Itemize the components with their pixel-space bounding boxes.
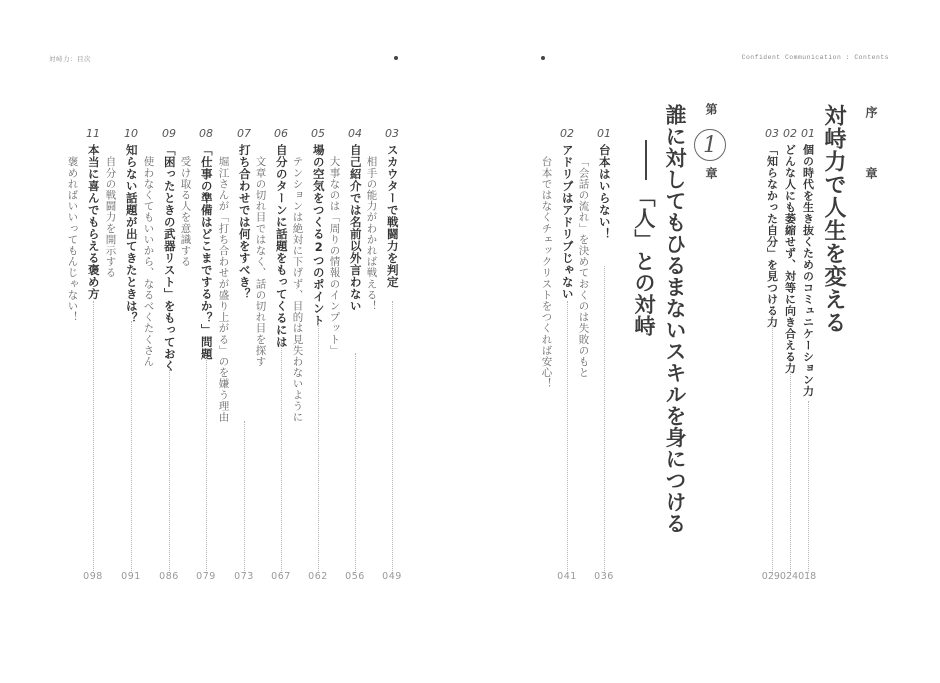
entry-title: 知らない話題が出てきたときは？ xyxy=(124,144,139,324)
entry-number: 01 xyxy=(597,127,611,140)
right-page xyxy=(470,0,940,683)
entry-title: 自己紹介では名前以外言わない xyxy=(348,144,363,312)
entry-title: アドリブはアドリブじゃない xyxy=(560,144,575,300)
toc-entry-04[interactable] xyxy=(328,127,367,573)
prologue-label-bottom: 章 xyxy=(864,167,878,179)
page-number: 056 xyxy=(345,571,365,582)
entry-title: 本当に喜んでもらえる褒め方 xyxy=(86,144,101,300)
toc-entry-08[interactable] xyxy=(179,127,218,573)
entry-title: 「仕事の準備はどこまでするか？」問題 xyxy=(199,144,214,360)
entry-number: 05 xyxy=(311,127,325,140)
dotted-leader xyxy=(318,321,319,573)
entry-subtitle: 褒めればいいってもんじゃない！ xyxy=(66,156,79,323)
entry-number: 02 xyxy=(783,127,797,140)
entry-title: 台本はいらない！ xyxy=(597,144,612,240)
toc-entry-10[interactable] xyxy=(104,127,143,573)
page-number: 049 xyxy=(382,571,402,582)
page-number: 041 xyxy=(557,571,577,582)
toc-entry-09[interactable] xyxy=(142,127,181,573)
dotted-leader xyxy=(244,421,245,573)
running-head-left: 対峙力：目次 xyxy=(49,55,91,63)
entry-number: 06 xyxy=(274,127,288,140)
dotted-leader xyxy=(790,371,791,573)
entry-subtitle: 文章の切れ目ではなく、話の切れ目を探す xyxy=(254,156,267,367)
dotted-leader xyxy=(131,321,132,573)
page-marker-dot xyxy=(541,56,545,60)
toc-entry-05[interactable] xyxy=(291,127,330,573)
page-number: 079 xyxy=(196,571,216,582)
entry-subtitle: テンションは絶対に下げず、目的は見失わないように xyxy=(291,156,304,423)
entry-title: 場の空気をつくる2つのポイント xyxy=(311,144,326,327)
page-number: 036 xyxy=(594,571,614,582)
prologue-entry-03[interactable] xyxy=(761,128,783,573)
page-number: 067 xyxy=(271,571,291,582)
em-dash-rule xyxy=(645,140,647,180)
dotted-leader xyxy=(93,301,94,573)
entry-number: 10 xyxy=(124,127,138,140)
entry-number: 09 xyxy=(162,127,176,140)
entry-subtitle: 受け取る人を意識する xyxy=(179,156,192,267)
page-number: 091 xyxy=(121,571,141,582)
entry-title: どんな人にも萎縮せず、対等に向き合える力 xyxy=(783,144,797,374)
entry-number: 03 xyxy=(765,127,779,140)
prologue-title: 対峙力で人生を変える xyxy=(821,104,846,334)
chapter-number-circle: 1 xyxy=(694,129,726,161)
chapter-title-line1: 誰に対してもひるまないスキルを身につける xyxy=(663,104,687,534)
entry-subtitle: 大事なのは「周りの情報のインプット」 xyxy=(328,156,341,356)
dotted-leader xyxy=(567,301,568,573)
entry-title: 「知らなかった自分」を見つける力 xyxy=(765,144,779,328)
entry-number: 02 xyxy=(560,127,574,140)
entry-number: 11 xyxy=(86,127,100,140)
entry-title: 「困ったときの武器リスト」をもっておく xyxy=(162,144,177,372)
entry-subtitle: 自分の戦闘力を開示する xyxy=(104,156,117,279)
dotted-leader xyxy=(604,266,605,573)
page-number: 062 xyxy=(308,571,328,582)
running-head-right: Confident Communication : Contents xyxy=(741,54,889,61)
chapter-label-top: 第 xyxy=(704,103,718,115)
entry-subtitle: 相手の能力がわかれば戦える！ xyxy=(365,156,378,312)
entry-title: 個の時代を生き抜くためのコミュニケーション力 xyxy=(801,144,815,397)
toc-entry-07[interactable] xyxy=(217,127,256,573)
page-number: 024 xyxy=(779,571,799,582)
chapter1-entry-02[interactable] xyxy=(540,127,579,573)
dotted-leader xyxy=(772,306,773,573)
entry-number: 04 xyxy=(348,127,362,140)
toc-entry-06[interactable] xyxy=(254,127,293,573)
chapter1-entry-01[interactable] xyxy=(577,127,616,573)
entry-subtitle: 使わなくてもいいから、なるべくたくさん xyxy=(142,156,155,367)
dotted-leader xyxy=(392,301,393,573)
dotted-leader xyxy=(169,356,170,573)
entry-title: スカウターで戦闘力を判定 xyxy=(385,144,400,288)
page-number: 029 xyxy=(761,571,780,582)
prologue-label-top: 序 xyxy=(864,106,878,118)
dotted-leader xyxy=(808,401,809,573)
entry-subtitle: 堀江さんが「打ち合わせが盛り上がる」のを嫌う理由 xyxy=(217,156,230,423)
page-number: 098 xyxy=(83,571,103,582)
entry-title: 打ち合わせでは何をすべき？ xyxy=(237,144,252,300)
entry-number: 01 xyxy=(801,127,815,140)
dotted-leader xyxy=(206,351,207,573)
page-marker-dot xyxy=(394,56,398,60)
toc-entry-11[interactable] xyxy=(66,127,105,573)
entry-number: 07 xyxy=(237,127,251,140)
entry-number: 03 xyxy=(385,127,399,140)
prologue-page-numbers xyxy=(762,571,816,582)
entry-number: 08 xyxy=(199,127,213,140)
entry-title: 自分のターンに話題をもってくるには xyxy=(274,144,289,348)
page-number: 086 xyxy=(159,571,179,582)
page-number: 018 xyxy=(798,571,817,582)
dotted-leader xyxy=(355,353,356,573)
page-number: 073 xyxy=(234,571,254,582)
chapter-title-line2: 「人」との対峙 xyxy=(632,186,656,337)
entry-subtitle: 「会話の流れ」を決めておくのは失敗のもと xyxy=(577,156,590,378)
entry-subtitle: 台本ではなくチェックリストをつくれば安心！ xyxy=(540,156,553,390)
chapter-label-bottom: 章 xyxy=(704,167,718,179)
dotted-leader xyxy=(281,341,282,573)
toc-entry-03[interactable] xyxy=(365,127,404,573)
